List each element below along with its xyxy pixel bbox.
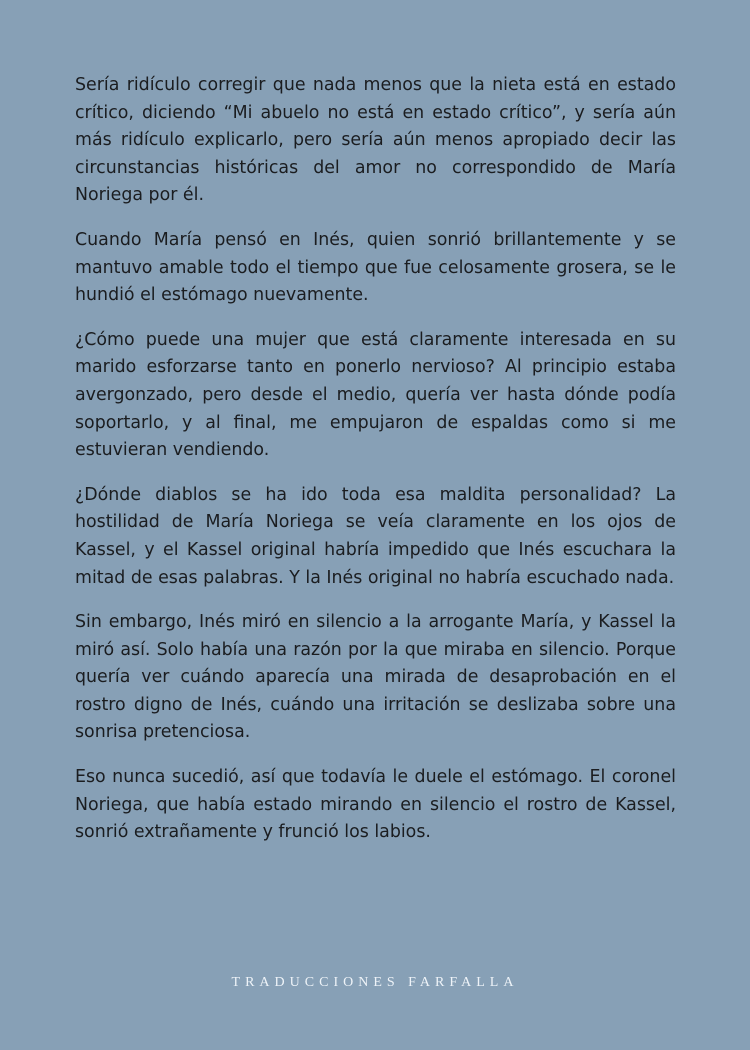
page-body (75, 72, 676, 864)
translator-credit: TRADUCCIONES FARFALLA (231, 975, 519, 990)
paragraph: Sin embargo, Inés miró en silencio a la arrogante María, y Kassel la miró así. Solo había una razón por la que miraba en silencio. Porque quería ver cuándo aparecía una mirada de desaprobación en el rostro digno de Inés, cuándo una irritación se deslizaba sobre una sonrisa pretenciosa. (75, 612, 676, 743)
paragraph: ¿Dónde diablos se ha ido toda esa maldita personalidad? La hostilidad de María Noriega se veía claramente en los ojos de Kassel, y el Kassel original habría impedido que Inés escuchara la mitad de esas palabras. Y la Inés original no habría escuchado nada. (75, 484, 676, 588)
paragraph: ¿Cómo puede una mujer que está claramente interesada en su marido esforzarse tanto en ponerlo nervioso? Al principio estaba avergonzado, pero desde el medio, quería ver hasta dónde podía soportarlo, y al final, me empujaron de espaldas como si me estuvieran vendiendo. (75, 329, 676, 461)
paragraph: Cuando María pensó en Inés, quien sonrió brillantemente y se mantuvo amable todo el tiempo que fue celosamente grosera, se le hundió el estómago nuevamente. (75, 229, 676, 306)
paragraph: Eso nunca sucedió, así que todavía le duele el estómago. El coronel Noriega, que había estado mirando en silencio el rostro de Kassel, sonrió extrañamente y frunció los labios. (75, 767, 676, 843)
paragraph: Sería ridículo corregir que nada menos que la nieta está en estado crítico, diciendo “Mi abuelo no está en estado crítico”, y sería aún más ridículo explicarlo, pero sería aún menos apropiado decir las circunstancias históricas del amor no correspondido de María Noriega por él. (75, 75, 676, 206)
